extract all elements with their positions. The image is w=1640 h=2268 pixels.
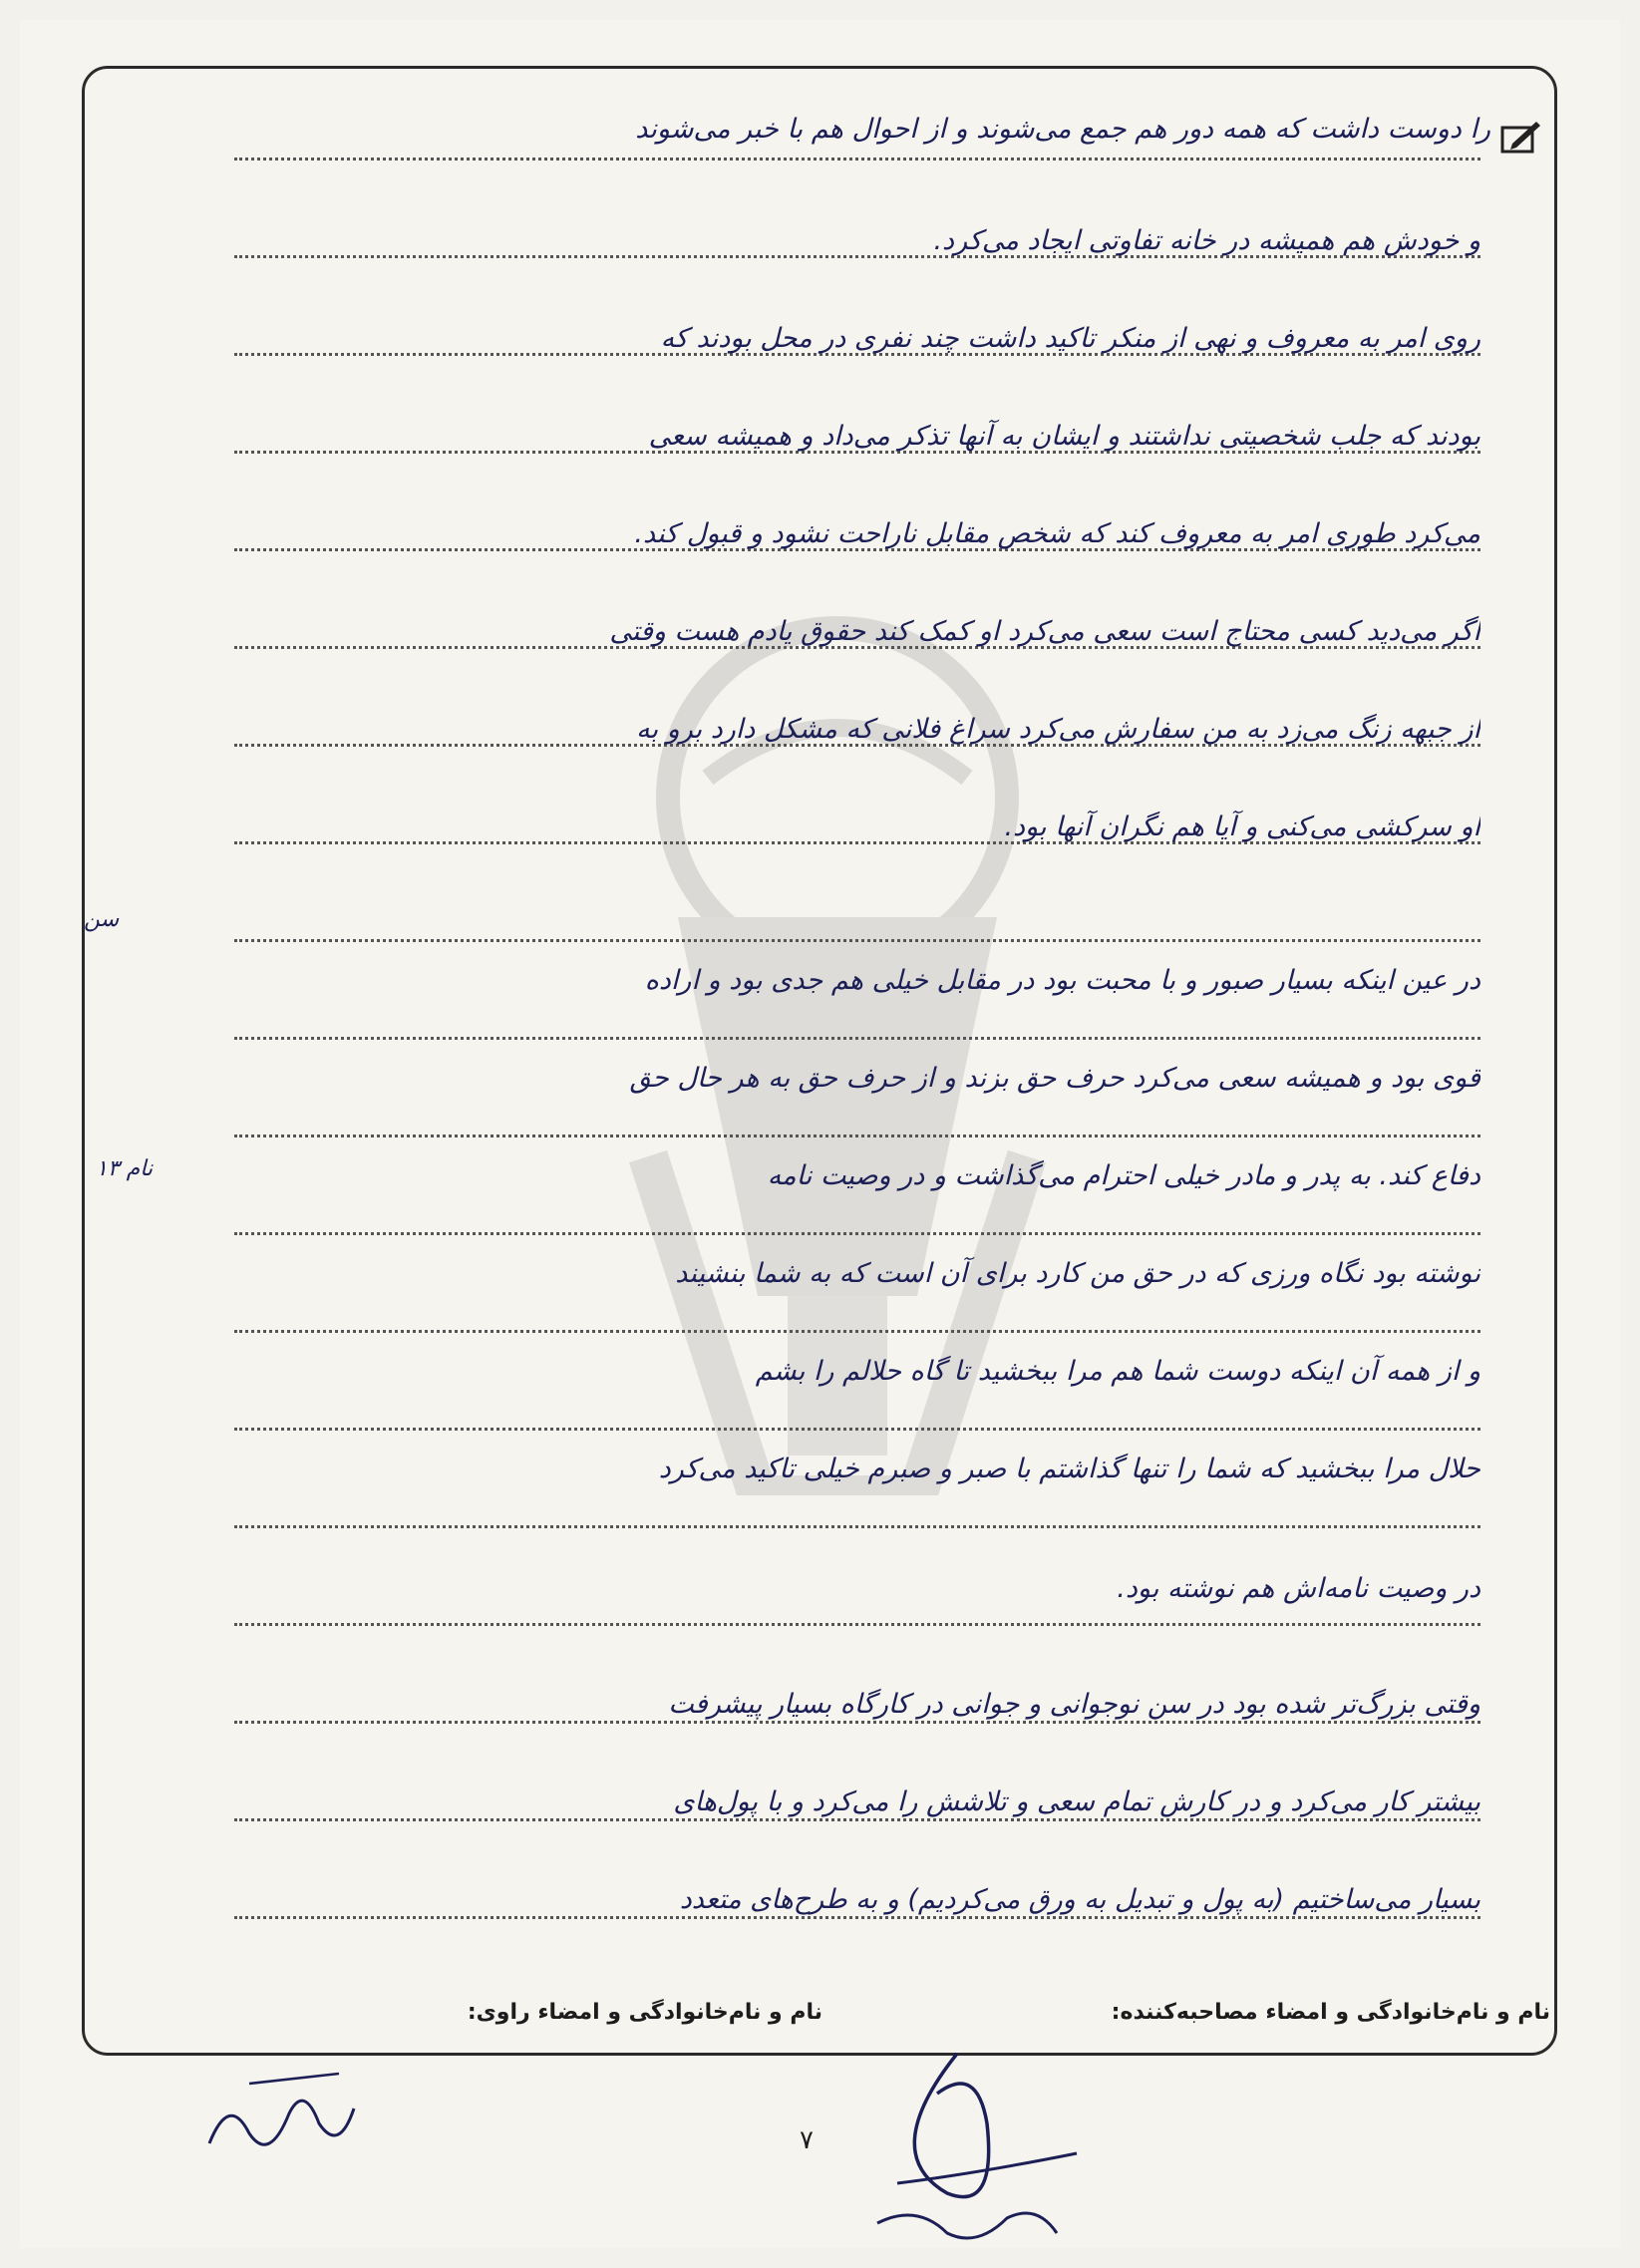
text-line: او سرکشی می‌کنی و آیا هم نگران آنها بود. — [1004, 811, 1480, 842]
text-line: بودند که جلب شخصیتی نداشتند و ایشان به آنها تذکر می‌داد و همیشه سعی — [648, 421, 1480, 452]
text-line: بسیار می‌ساختیم (به پول و تبدیل به ورق می‌کردیم) و به طرح‌های متعدد — [679, 1884, 1480, 1915]
text-line: روی امر به معروف و نهی از منکر تاکید داشت چند نفری در محل بودند که — [660, 323, 1480, 354]
narrator-signature — [189, 2054, 369, 2173]
ruled-line — [234, 1623, 1480, 1626]
text-line: می‌کرد طوری امر به معروف کند که شخص مقابل ناراحت نشود و قبول کند. — [634, 518, 1480, 549]
text-line: در عین اینکه بسیار صبور و با محبت بود در مقابل خیلی هم جدی بود و اراده — [644, 965, 1480, 996]
text-line: و خودش هم همیشه در خانه تفاوتی ایجاد می‌کرد. — [933, 225, 1480, 256]
ruled-line — [234, 939, 1480, 942]
text-line: را دوست داشت که همه دور هم جمع می‌شوند و از احوال هم با خبر می‌شوند — [635, 114, 1490, 145]
text-line: وقتی بزرگ‌تر شده بود در سن نوجوانی و جوانی در کارگاه بسیار پیشرفت — [668, 1689, 1480, 1720]
ruled-line — [234, 1428, 1480, 1431]
ruled-line — [234, 1232, 1480, 1235]
interviewer-signature — [837, 2034, 1137, 2263]
text-line: اگر می‌دید کسی محتاج است سعی می‌کرد او کمک کند حقوق یادم هست وقتی — [609, 616, 1480, 647]
text-line: قوی بود و همیشه سعی می‌کرد حرف حق بزند و از حرف حق به هر حال حق — [629, 1063, 1480, 1094]
text-line: نوشته بود نگاه ورزی که در حق من کارد برای آن است که به شما بنشیند — [675, 1258, 1480, 1289]
text-line: و از همه آن اینکه دوست شما هم مرا ببخشید تا گاه حلالم را بشم — [755, 1356, 1480, 1387]
ruled-line — [234, 1525, 1480, 1528]
text-line: از جبهه زنگ می‌زد به من سفارش می‌کرد سراغ فلانی که مشکل دارد برو به — [636, 714, 1480, 745]
ruled-line — [234, 1134, 1480, 1137]
text-line: دفاع کند. به پدر و مادر خیلی احترام می‌گذاشت و در وصیت نامه — [767, 1160, 1480, 1191]
interviewer-signature-label: نام و نام‌خانوادگی و امضاء مصاحبه‌کننده: — [1111, 2000, 1550, 2025]
narrator-signature-label: نام و نام‌خانوادگی و امضاء راوی: — [467, 2000, 822, 2025]
ruled-line — [234, 158, 1480, 161]
text-line: در وصیت نامه‌اش هم نوشته بود. — [1117, 1573, 1480, 1604]
ruled-line — [234, 1330, 1480, 1333]
text-line: بیشتر کار می‌کرد و در کارش تمام سعی و تلاشش را می‌کرد و با پول‌های — [673, 1786, 1480, 1817]
pencil-memo-icon — [1498, 118, 1542, 158]
page-number: ۷ — [800, 2125, 814, 2155]
ruled-line — [234, 1037, 1480, 1040]
text-line: حلال مرا ببخشید که شما را تنها گذاشتم با صبر و صبرم خیلی تاکید می‌کرد — [658, 1454, 1480, 1484]
margin-note: نام ۱۳ — [96, 1156, 154, 1181]
margin-note: سن — [84, 907, 120, 932]
